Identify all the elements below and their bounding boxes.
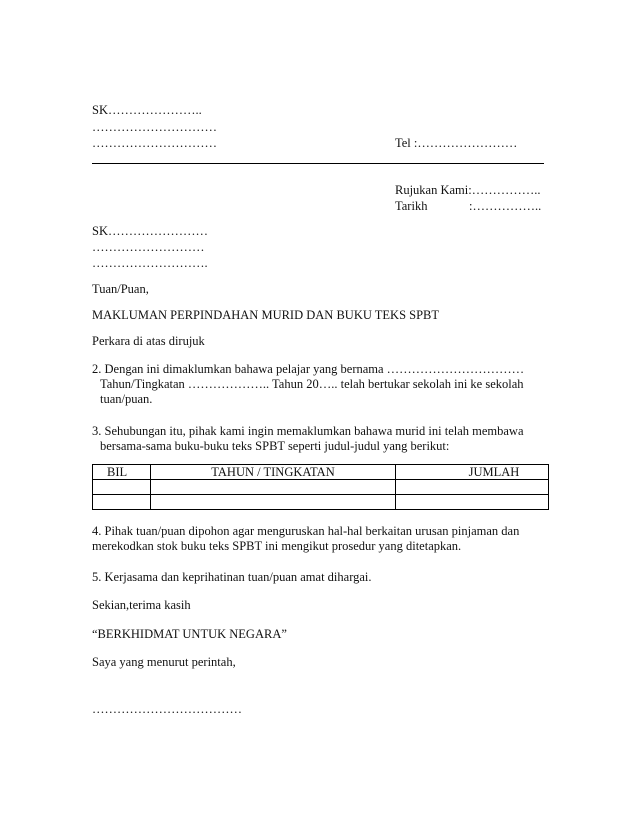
sender-line-3: ………………………… <box>92 136 217 150</box>
reference-rujukan: Rujukan Kami:…………….. <box>395 183 541 197</box>
table-row <box>93 480 549 495</box>
paragraph-2-line-2: Tahun/Tingkatan ……………….. Tahun 20….. telah bertukar sekolah ini ke sekolah <box>100 377 524 391</box>
signoff-text: Saya yang menurut perintah, <box>92 655 236 669</box>
closing-text: Sekian,terima kasih <box>92 598 191 612</box>
paragraph-2-line-1: 2. Dengan ini dimaklumkan bahawa pelajar yang bernama …………………………… <box>92 362 525 376</box>
paragraph-5: 5. Kerjasama dan keprihatinan tuan/puan amat dihargai. <box>92 570 372 584</box>
paragraph-4-line-2: merekodkan stok buku teks SPBT ini mengikut prosedur yang ditetapkan. <box>92 539 462 553</box>
sender-line-2: ………………………… <box>92 120 217 134</box>
table-header-bil: BIL <box>93 465 151 480</box>
reference-tarikh-value: :…………….. <box>469 199 542 213</box>
table-cell <box>396 480 549 495</box>
subject-heading: MAKLUMAN PERPINDAHAN MURID DAN BUKU TEKS SPBT <box>92 308 440 322</box>
recipient-line-1: SK…………………… <box>92 224 208 238</box>
paragraph-3 <box>92 424 552 454</box>
paragraph-2-line-3: tuan/puan. <box>100 392 153 406</box>
paragraph-3-line-1: 3. Sehubungan itu, pihak kami ingin memaklumkan bahawa murid ini telah membawa <box>92 424 524 438</box>
table-cell <box>151 480 396 495</box>
recipient-line-3: ………………………. <box>92 256 208 270</box>
table-cell <box>93 480 151 495</box>
intro-text: Perkara di atas dirujuk <box>92 334 205 348</box>
table-cell <box>151 495 396 510</box>
sender-tel: Tel :…………………… <box>395 136 518 150</box>
signature-line: ……………………………… <box>92 702 242 716</box>
table-header-tahun: TAHUN / TINGKATAN <box>151 465 396 480</box>
paragraph-2 <box>92 362 552 407</box>
paragraph-4 <box>92 524 552 554</box>
motto-text: “BERKHIDMAT UNTUK NEGARA” <box>92 627 287 641</box>
table-header-jumlah: JUMLAH <box>396 465 549 480</box>
reference-tarikh-label: Tarikh <box>395 199 428 213</box>
table-header-row <box>93 465 549 480</box>
table-cell <box>93 495 151 510</box>
paragraph-3-line-2: bersama-sama buku-buku teks SPBT seperti judul-judul yang berikut: <box>100 439 450 453</box>
header-divider <box>92 163 544 164</box>
table-row <box>93 495 549 510</box>
salutation: Tuan/Puan, <box>92 282 149 296</box>
paragraph-4-line-1: 4. Pihak tuan/puan dipohon agar menguruskan hal-hal berkaitan urusan pinjaman dan <box>92 524 520 538</box>
recipient-line-2: ……………………… <box>92 240 205 254</box>
books-table <box>92 464 549 510</box>
sender-line-1: SK………………….. <box>92 103 202 117</box>
table-cell <box>396 495 549 510</box>
